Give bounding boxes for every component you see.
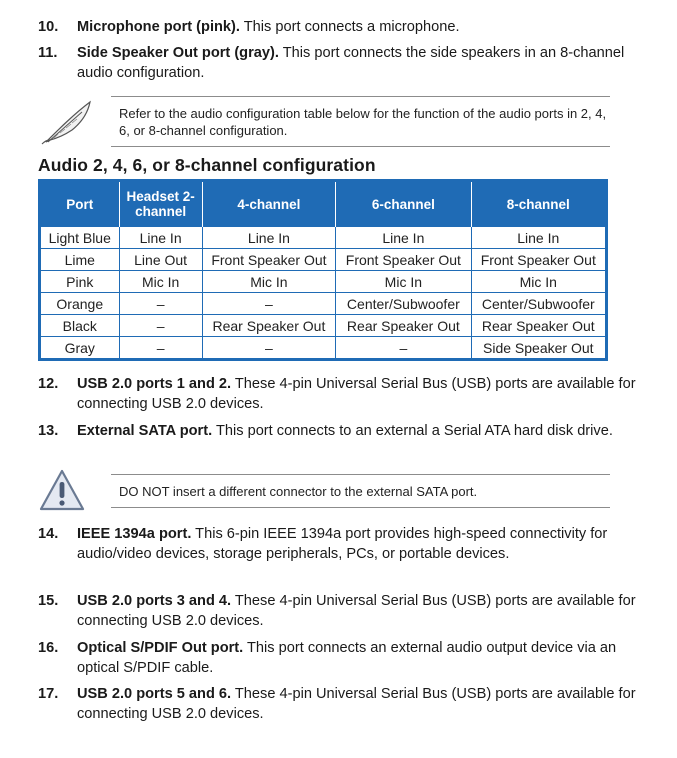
table-row [40, 337, 607, 360]
table-row [40, 315, 607, 337]
table-cell: – [202, 337, 335, 360]
table-cell: Front Speaker Out [471, 249, 606, 271]
item-title: USB 2.0 ports 1 and 2. [77, 376, 232, 392]
item-text: This 6-pin IEEE 1394a port provides high-speed connectivity for audio/video devices, storage peripherals, PCs, or portable devices. [77, 526, 608, 562]
item-title: Microphone port (pink). [77, 19, 240, 35]
header-cell: 8-channel [471, 181, 606, 227]
table-cell: Rear Speaker Out [336, 315, 471, 337]
list-item-13 [38, 421, 638, 441]
table-cell: Orange [40, 293, 120, 315]
table-row [40, 249, 607, 271]
item-number: 13. [38, 423, 59, 439]
item-title: Optical S/PDIF Out port. [77, 640, 244, 656]
table-cell: Line In [202, 227, 335, 249]
table-cell: – [336, 337, 471, 360]
note-text: Refer to the audio configuration table below for the function of the audio ports in 2, 4, 6, or 8-channel configuration. [111, 96, 610, 147]
table-header-row [40, 181, 607, 227]
table-cell: Center/Subwoofer [471, 293, 606, 315]
item-number: 11. [38, 45, 58, 61]
section-title: Audio 2, 4, 6, or 8-channel configuration [38, 155, 376, 175]
table-cell: Front Speaker Out [202, 249, 335, 271]
item-text: These 4-pin Universal Serial Bus (USB) ports are available for connecting USB 2.0 devices. [77, 593, 636, 629]
list-item-12 [38, 374, 638, 414]
table-cell: Line In [471, 227, 606, 249]
item-text: These 4-pin Universal Serial Bus (USB) ports are available for connecting USB 2.0 devices. [77, 686, 636, 722]
list-item-16 [38, 638, 638, 678]
table-row [40, 293, 607, 315]
note-audio-config [38, 96, 610, 152]
header-cell: Port [40, 181, 120, 227]
item-text: This port connects a microphone. [239, 19, 460, 35]
item-title: Side Speaker Out port (gray). [77, 45, 279, 61]
item-number: 15. [38, 593, 59, 609]
list-item-11 [38, 43, 638, 83]
list-item-17 [38, 684, 638, 724]
list-item-10 [38, 17, 638, 37]
table-cell: – [202, 293, 335, 315]
table-row [40, 227, 607, 249]
table-cell: – [119, 293, 202, 315]
item-title: USB 2.0 ports 5 and 6. [77, 686, 232, 702]
list-item-15 [38, 591, 638, 631]
table-cell: Line In [336, 227, 471, 249]
table-cell: Line In [119, 227, 202, 249]
item-text: These 4-pin Universal Serial Bus (USB) ports are available for connecting USB 2.0 devices. [77, 376, 636, 412]
item-number: 16. [38, 640, 59, 656]
table-cell: Center/Subwoofer [336, 293, 471, 315]
table-cell: Front Speaker Out [336, 249, 471, 271]
warning-note [38, 474, 610, 514]
table-cell: Side Speaker Out [471, 337, 606, 360]
item-title: USB 2.0 ports 3 and 4. [77, 593, 232, 609]
table-cell: Gray [40, 337, 120, 360]
table-cell: Mic In [471, 271, 606, 293]
item-title: External SATA port. [77, 423, 213, 439]
table-cell: Pink [40, 271, 120, 293]
table-cell: – [119, 315, 202, 337]
table-cell: Lime [40, 249, 120, 271]
audio-config-table [38, 179, 608, 361]
item-number: 10. [38, 19, 59, 35]
table-cell: – [119, 337, 202, 360]
item-text: This port connects the side speakers in an 8-channel audio configuration. [77, 45, 625, 81]
list-item-14 [38, 524, 638, 564]
item-number: 12. [38, 376, 59, 392]
table-cell: Mic In [202, 271, 335, 293]
header-cell: 4-channel [202, 181, 335, 227]
warning-text: DO NOT insert a different connector to the external SATA port. [111, 474, 610, 508]
table-cell: Mic In [336, 271, 471, 293]
table-cell: Rear Speaker Out [202, 315, 335, 337]
table-cell: Line Out [119, 249, 202, 271]
table-cell: Mic In [119, 271, 202, 293]
table-cell: Black [40, 315, 120, 337]
item-number: 14. [38, 526, 59, 542]
header-cell: 6-channel [336, 181, 471, 227]
warning-triangle-icon [38, 468, 108, 518]
item-text: This port connects to an external a Serial ATA hard disk drive. [212, 423, 613, 439]
item-title: IEEE 1394a port. [77, 526, 192, 542]
table-cell: Rear Speaker Out [471, 315, 606, 337]
item-text: This port connects an external audio output device via an optical S/PDIF cable. [77, 640, 617, 676]
table-cell: Light Blue [40, 227, 120, 249]
quill-pen-icon [38, 96, 108, 146]
item-number: 17. [38, 686, 59, 702]
table-row [40, 271, 607, 293]
header-cell: Headset 2-channel [119, 181, 202, 227]
